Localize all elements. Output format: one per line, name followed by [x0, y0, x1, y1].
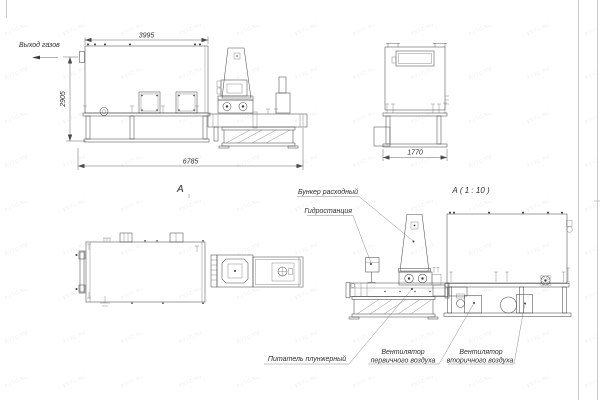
secondary-fan-label-line1: Вентилятор: [459, 349, 503, 356]
dim-overall-height: 2905: [60, 91, 67, 107]
plunger-feeder-label: Питатель плунжерный: [267, 356, 347, 363]
gas-outlet-label: Выход газов: [19, 42, 60, 49]
dim-end-view-width: 1770: [407, 149, 423, 157]
secondary-fan-label-line2: вторичного воздуха: [446, 357, 514, 365]
dim-total-length: 6785: [182, 158, 199, 166]
primary-fan-label-line2: первичного воздуха: [370, 357, 436, 365]
detail-title: А ( 1 : 10 ): [452, 186, 490, 195]
hydraulic-station-label: Гидростанция: [304, 208, 352, 215]
primary-fan-label-line1: Вентилятор: [381, 349, 425, 356]
view-a-label: А: [177, 184, 184, 195]
hopper-label: Бункер расходный: [297, 189, 358, 196]
dim-furnace-width: 3995: [138, 32, 155, 40]
